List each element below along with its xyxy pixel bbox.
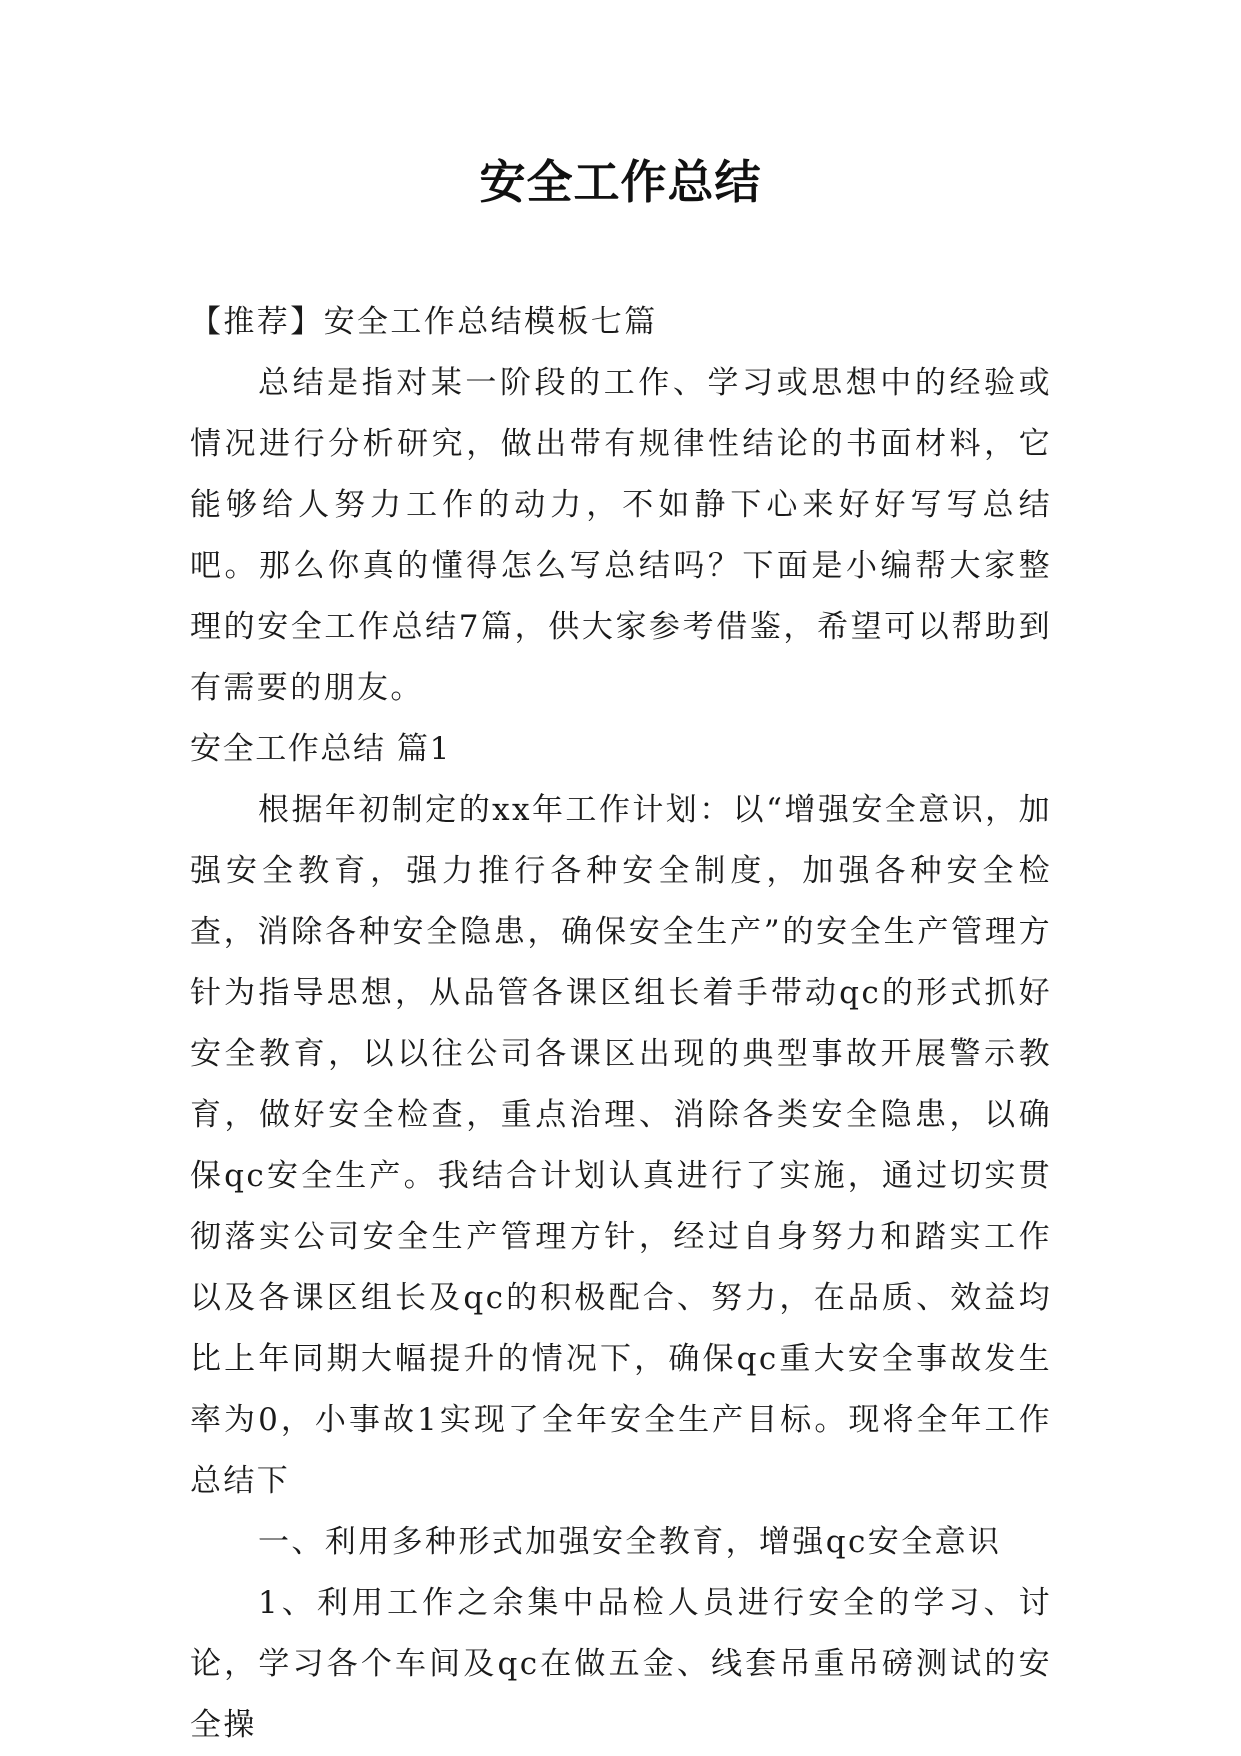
- intro-paragraph: 总结是指对某一阶段的工作、学习或思想中的经验或情况进行分析研究，做出带有规律性结论的书面材料，它能够给人努力工作的动力，不如静下心来好好写写总结吧。那么你真的懂得怎么写总结吗？下面是小编帮大家整理的安全工作总结7篇，供大家参考借鉴，希望可以帮助到有需要的朋友。: [190, 365, 1052, 706]
- body-paragraph: 根据年初制定的xx年工作计划：以“增强安全意识，加强安全教育，强力推行各种安全制度，加强各种安全检查，消除各种安全隐患，确保安全生产”的安全生产管理方针为指导思想，从品管各课区组长着手带动qc的形式抓好安全教育，以以往公司各课区出现的典型事故开展警示教育，做好安全检查，重点治理、消除各类安全隐患，以确保qc安全生产。我结合计划认真进行了实施，通过切实贯彻落实公司安全生产管理方针，经过自身努力和踏实工作以及各课区组长及qc的积极配合、努力，在品质、效益均比上年同期大幅提升的情况下，确保qc重大安全事故发生率为0，小事故1实现了全年安全生产目标。现将全年工作总结下: [190, 792, 1052, 1499]
- document-body: [190, 292, 1052, 1756]
- recommend-heading: 【推荐】安全工作总结模板七篇: [190, 304, 658, 340]
- list-item: 1、利用工作之余集中品检人员进行安全的学习、讨论，学习各个车间及qc在做五金、线套吊重吊磅测试的安全操: [190, 1585, 1052, 1743]
- subsection-heading: 一、利用多种形式加强安全教育，增强qc安全意识: [258, 1524, 1002, 1560]
- document-title: 安全工作总结: [479, 155, 762, 209]
- section-heading: 安全工作总结 篇1: [190, 731, 451, 767]
